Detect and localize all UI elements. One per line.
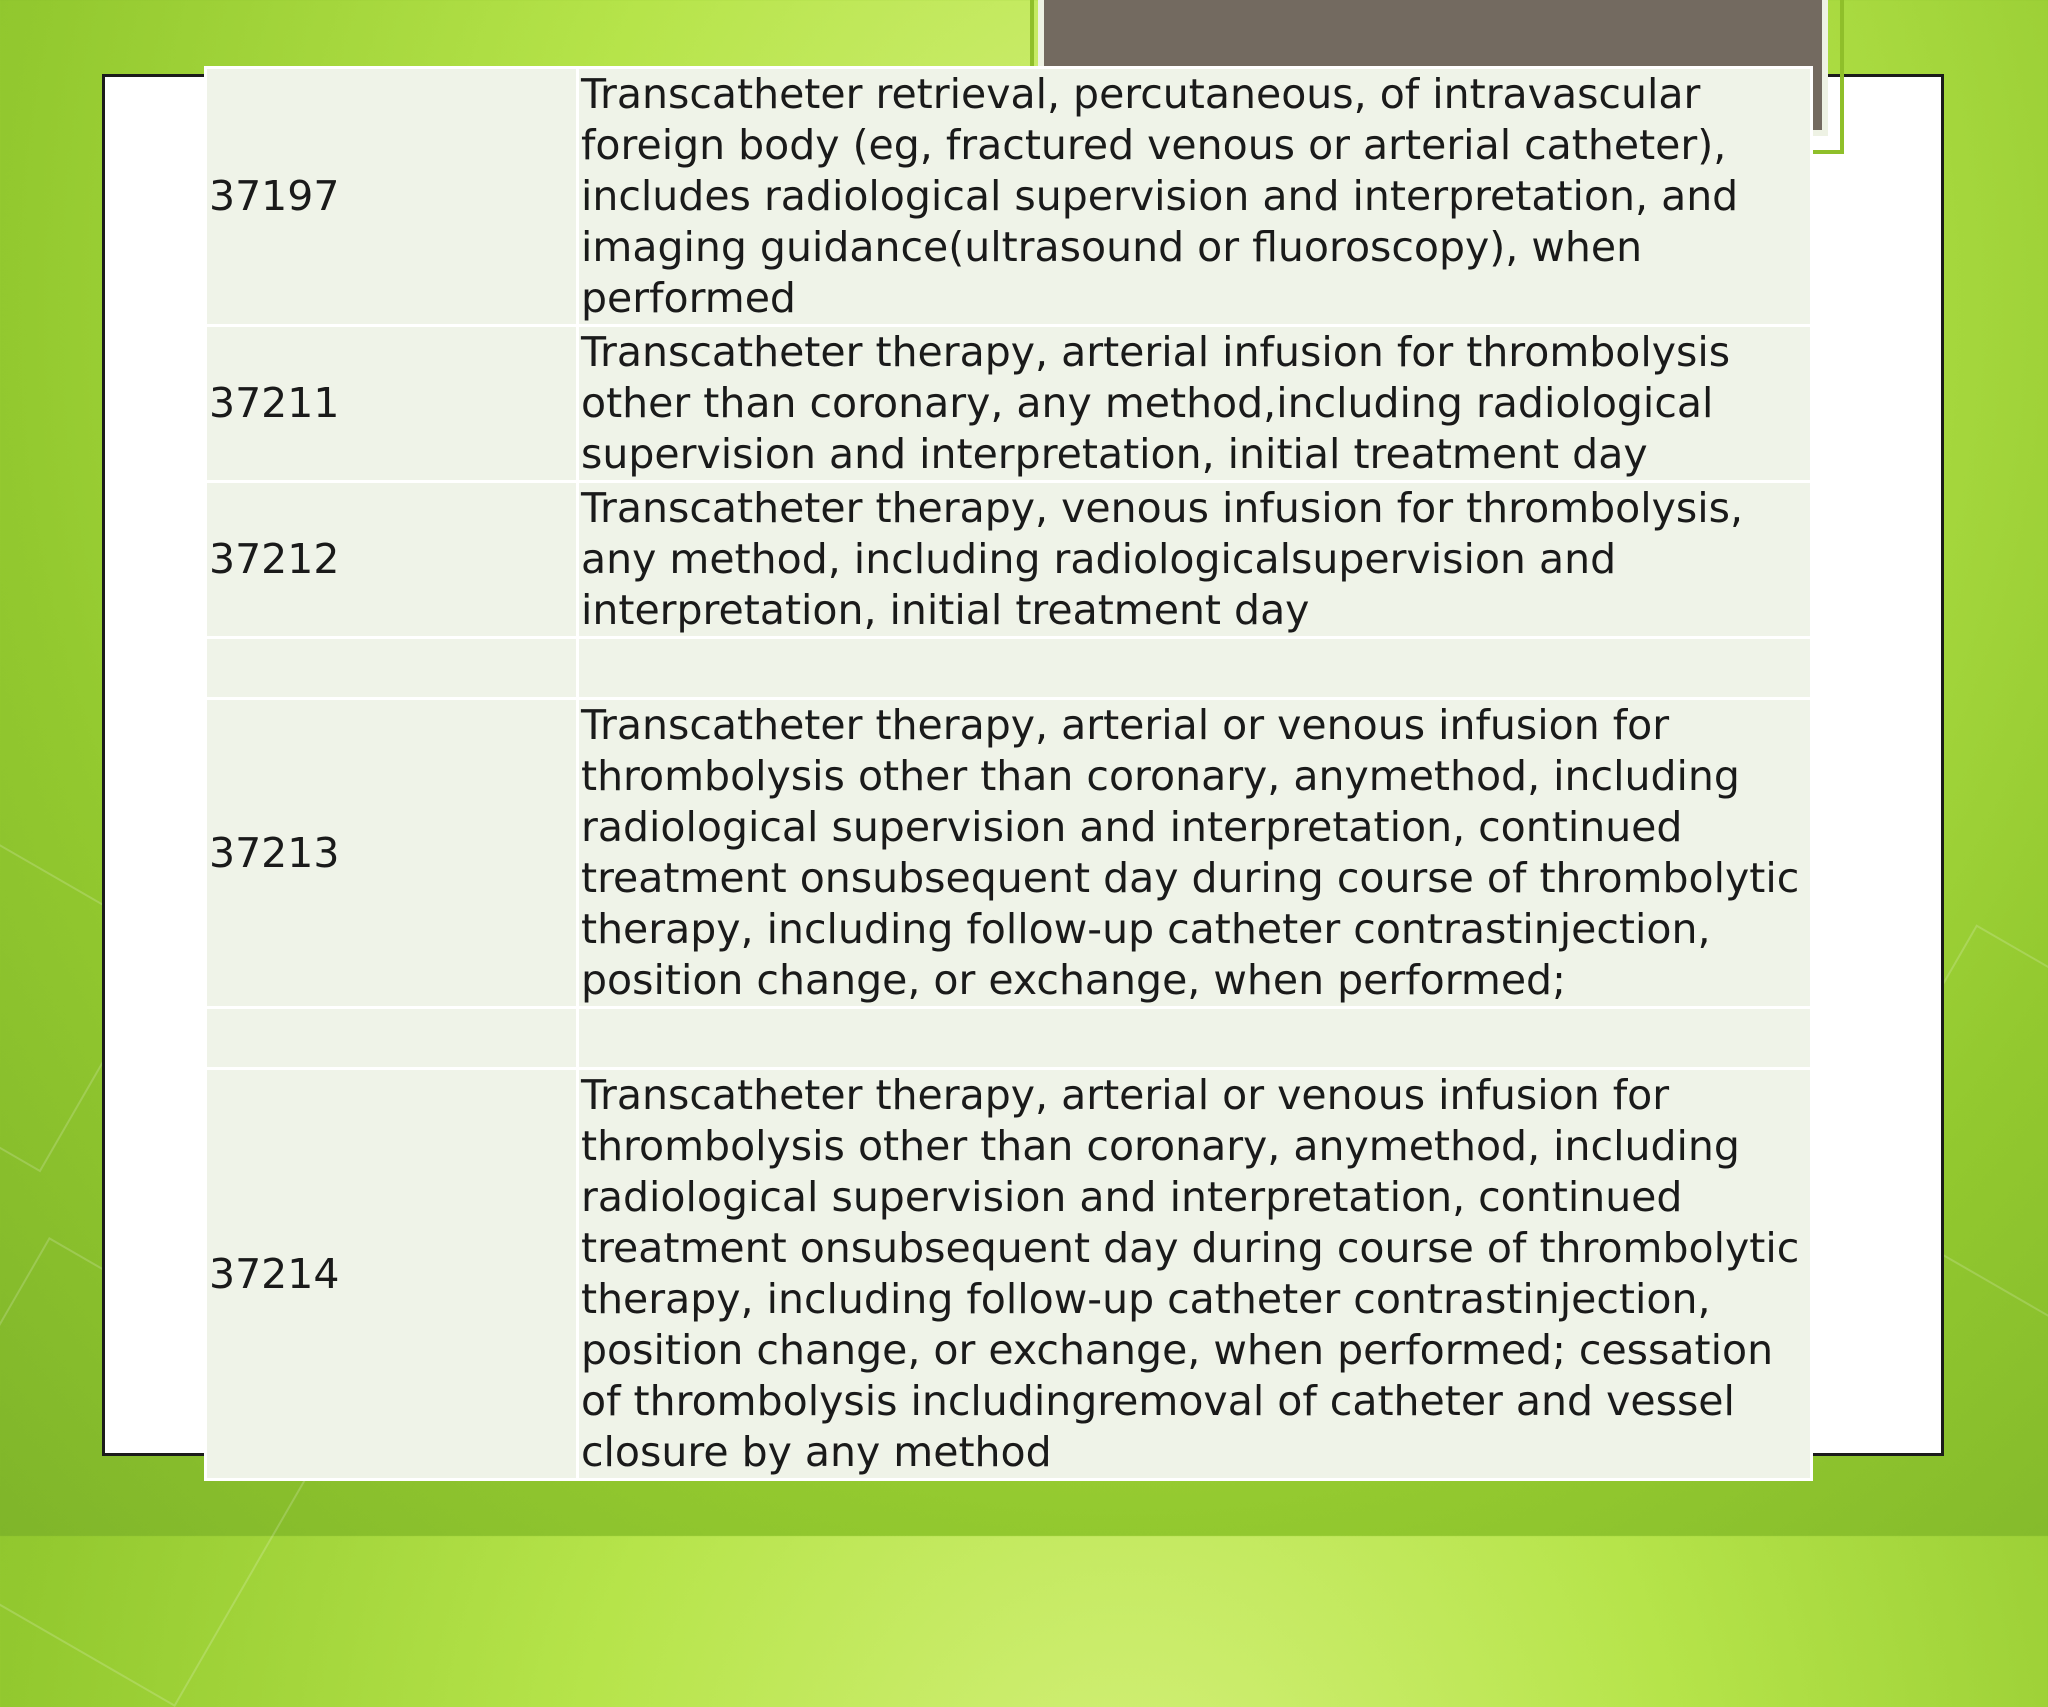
description-cell: Transcatheter therapy, venous infusion for thrombolysis, any method, including radiologicalsupervision and interpretation, initial treatment day: [578, 482, 1812, 638]
table-row: [206, 326, 1812, 482]
description-cell: [578, 638, 1812, 699]
table-row-empty: [206, 1008, 1812, 1069]
code-cell: 37197: [206, 68, 578, 326]
table-row: [206, 482, 1812, 638]
description-cell: Transcatheter therapy, arterial or venous infusion for thrombolysis other than coronary, anymethod, including radiological supervision and interpretation, continued treatment onsubsequent day during course of thrombolytic therapy, including follow-up catheter contrastinjection, position change, or exchange, when performed;: [578, 699, 1812, 1008]
description-cell: Transcatheter therapy, arterial infusion for thrombolysis other than coronary, any method,including radiological supervision and interpretation, initial treatment day: [578, 326, 1812, 482]
table-row: [206, 699, 1812, 1008]
description-cell: Transcatheter therapy, arterial or venous infusion for thrombolysis other than coronary, anymethod, including radiological supervision and interpretation, continued treatment onsubsequent day during course of thrombolytic therapy, including follow-up catheter contrastinjection, position change, or exchange, when performed; cessation of thrombolysis includingremoval of catheter and vessel closure by any method: [578, 1069, 1812, 1480]
description-cell: Transcatheter retrieval, percutaneous, of intravascular foreign body (eg, fractured venous or arterial catheter), includes radiological supervision and interpretation, and imaging guidance(ultrasound or fluoroscopy), when performed: [578, 68, 1812, 326]
code-cell: 37211: [206, 326, 578, 482]
code-cell: 37213: [206, 699, 578, 1008]
procedure-code-table: [204, 66, 1813, 1481]
code-cell: [206, 1008, 578, 1069]
code-cell: [206, 638, 578, 699]
code-cell: 37212: [206, 482, 578, 638]
table-row-empty: [206, 638, 1812, 699]
description-cell: [578, 1008, 1812, 1069]
table-row: [206, 1069, 1812, 1480]
table-row: [206, 68, 1812, 326]
code-cell: 37214: [206, 1069, 578, 1480]
